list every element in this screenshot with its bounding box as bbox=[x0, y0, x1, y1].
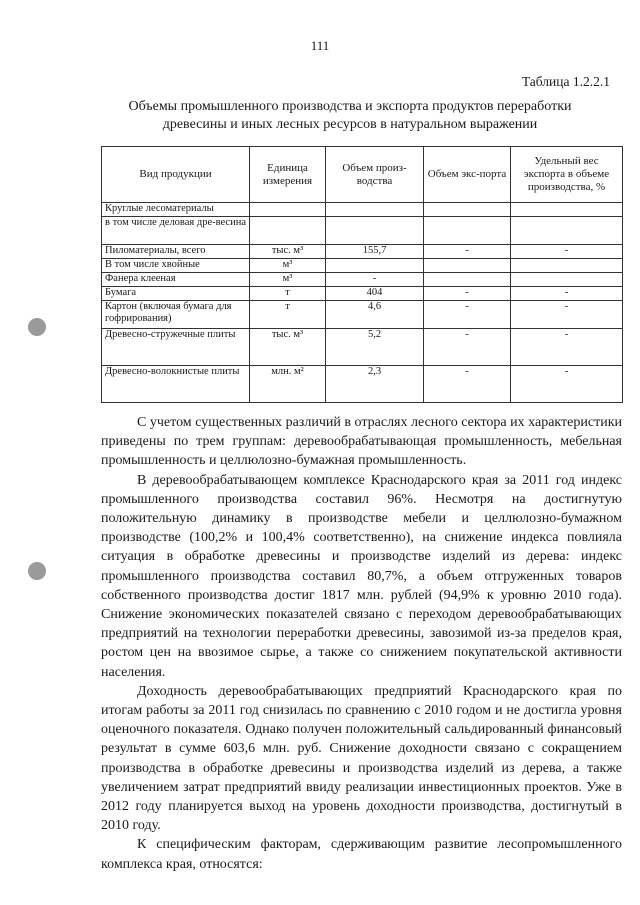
cell-product: Фанера клееная bbox=[102, 273, 250, 287]
cell-product: В том числе хвойные bbox=[102, 259, 250, 273]
cell-unit bbox=[250, 217, 326, 245]
cell-share bbox=[511, 217, 623, 245]
cell-share: - bbox=[511, 366, 623, 403]
cell-production bbox=[326, 203, 424, 217]
header-export: Объем экс-порта bbox=[424, 147, 511, 203]
cell-production: 5,2 bbox=[326, 329, 424, 366]
cell-production: 4,6 bbox=[326, 301, 424, 329]
paragraph: В деревообрабатывающем комплексе Краснодарского края за 2011 год индекс промышленного производства составил 96%. Несмотря на достигнутую положительную динамику в производстве мебели и целлюлозно-бумажном производстве (100,2% и 100,4% соответственно), на снижение индекса повлияла ситуация в обработке древесины и производстве изделий из дерева: индекс промышленного производства составил 80,7%, а объем отгруженных товаров собственного производства достиг 1817 млн. рублей (94,9% к уровню 2010 года). Снижение экономических показателей связано с переходом деревообрабатывающих предприятий на технологии переработки древесины, завозимой из-за пределов края, ростом цен на ввозимое сырье, а также со снижением покупательской активности населения. bbox=[101, 472, 622, 680]
header-unit: Единица измерения bbox=[250, 147, 326, 203]
table-row bbox=[102, 287, 623, 301]
cell-share: - bbox=[511, 301, 623, 329]
cell-share: - bbox=[511, 245, 623, 259]
cell-unit: т bbox=[250, 301, 326, 329]
punch-hole bbox=[28, 562, 46, 580]
cell-share: - bbox=[511, 329, 623, 366]
cell-product: Древесно-волокнистые плиты bbox=[102, 366, 250, 403]
cell-unit: м³ bbox=[250, 259, 326, 273]
cell-production: 2,3 bbox=[326, 366, 424, 403]
body-text bbox=[101, 413, 622, 874]
table-title-line: Объемы промышленного производства и экспорта продуктов переработки bbox=[128, 99, 572, 114]
cell-unit: тыс. м³ bbox=[250, 329, 326, 366]
cell-production: 155,7 bbox=[326, 245, 424, 259]
table-number: Таблица 1.2.2.1 bbox=[521, 74, 610, 89]
cell-production: 404 bbox=[326, 287, 424, 301]
cell-product: Пиломатериалы, всего bbox=[102, 245, 250, 259]
cell-product: Древесно-стружечные плиты bbox=[102, 329, 250, 366]
cell-product: в том числе деловая дре-весина bbox=[102, 217, 250, 245]
table-header-row bbox=[102, 147, 623, 203]
table-row bbox=[102, 273, 623, 287]
header-export-share: Удельный вес экспорта в объеме производства, % bbox=[511, 147, 623, 203]
cell-share bbox=[511, 259, 623, 273]
cell-product: Круглые лесоматериалы bbox=[102, 203, 250, 217]
cell-export bbox=[424, 273, 511, 287]
paragraph: С учетом существенных различий в отраслях лесного сектора их характеристики приведены по трем группам: деревообрабатывающая промышленность, мебельная промышленность и целлюлозно-бумажная промышленность. bbox=[101, 415, 622, 469]
cell-share: - bbox=[511, 287, 623, 301]
cell-production bbox=[326, 259, 424, 273]
cell-product: Бумага bbox=[102, 287, 250, 301]
production-export-table bbox=[101, 146, 623, 403]
cell-export bbox=[424, 217, 511, 245]
cell-unit: т bbox=[250, 287, 326, 301]
table-row bbox=[102, 245, 623, 259]
table-row bbox=[102, 203, 623, 217]
table-row bbox=[102, 259, 623, 273]
paragraph: К специфическим факторам, сдерживающим развитие лесопромышленного комплекса края, относятся: bbox=[101, 837, 622, 872]
cell-unit: млн. м² bbox=[250, 366, 326, 403]
cell-export bbox=[424, 203, 511, 217]
table-row bbox=[102, 366, 623, 403]
cell-unit: м³ bbox=[250, 273, 326, 287]
cell-export: - bbox=[424, 301, 511, 329]
table-title bbox=[70, 98, 630, 134]
cell-unit bbox=[250, 203, 326, 217]
cell-export: - bbox=[424, 329, 511, 366]
table-row bbox=[102, 301, 623, 329]
header-product: Вид продукции bbox=[102, 147, 250, 203]
paragraph: Доходность деревообрабатывающих предприятий Краснодарского края по итогам работы за 2011 год снизилась по сравнению с 2010 годом и не достигла уровня оценочного показателя. Однако получен положительный сальдированный финансовый результат в сумме 603,6 млн. руб. Снижение доходности связано с сокращением производства в обработке древесины и производства изделий из дерева, а также увеличением затрат предприятий ввиду реализации инвестиционных проектов. Уже в 2012 году планируется выход на уровень доходности производства, достигнутый в 2010 году. bbox=[101, 683, 622, 834]
cell-share bbox=[511, 273, 623, 287]
page-number: 111 bbox=[310, 38, 330, 53]
cell-export: - bbox=[424, 366, 511, 403]
header-production: Объем произ-водства bbox=[326, 147, 424, 203]
cell-product: Картон (включая бумага для гофрирования) bbox=[102, 301, 250, 329]
table-row bbox=[102, 217, 623, 245]
table-title-line: древесины и иных лесных ресурсов в натуральном выражении bbox=[162, 117, 538, 132]
cell-export: - bbox=[424, 287, 511, 301]
cell-share bbox=[511, 203, 623, 217]
cell-production bbox=[326, 217, 424, 245]
cell-export bbox=[424, 259, 511, 273]
cell-export: - bbox=[424, 245, 511, 259]
cell-unit: тыс. м³ bbox=[250, 245, 326, 259]
table-row bbox=[102, 329, 623, 366]
punch-hole bbox=[28, 318, 46, 336]
cell-production: - bbox=[326, 273, 424, 287]
